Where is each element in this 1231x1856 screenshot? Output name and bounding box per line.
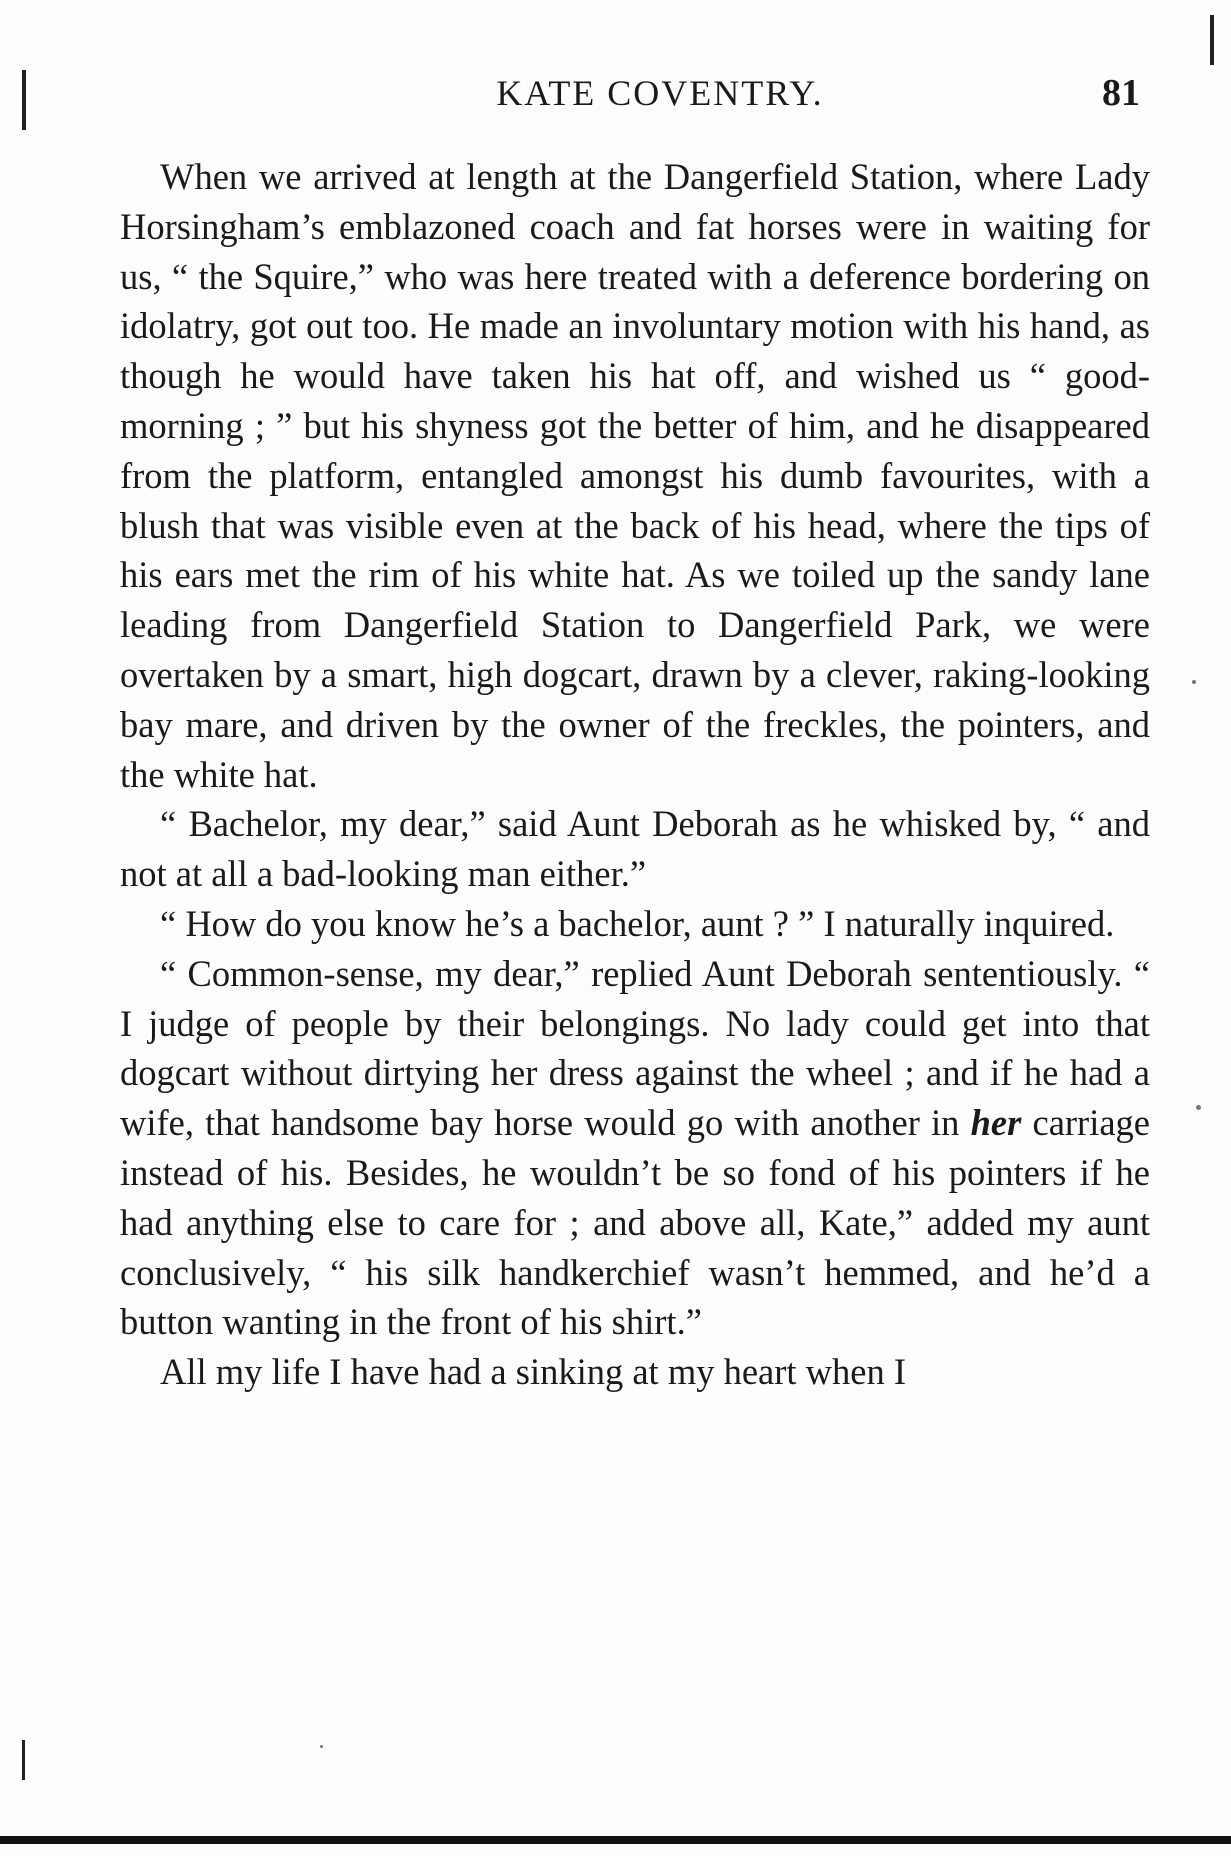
scan-speck xyxy=(1192,680,1196,684)
bottom-scan-border xyxy=(0,1836,1231,1844)
body-text xyxy=(120,152,1150,1397)
paragraph-text: All my life I have had a sinking at my heart when I xyxy=(160,1351,907,1393)
paragraph-text: “ Common-sense, my dear,” replied Aunt Deborah sententiously. “ I judge of people by their belongings. No lady could get into that dogcart without dirtying her dress against the wheel ; and if he had a wife, that handsome bay horse would go with another in xyxy=(120,952,1150,1144)
paragraph xyxy=(120,949,1150,1347)
paragraph xyxy=(120,799,1150,899)
scan-speck xyxy=(1196,1105,1201,1110)
paragraph-text: “ Bachelor, my dear,” said Aunt Deborah as he whisked by, “ and not at all a bad-looking man either.” xyxy=(120,803,1150,895)
paragraph xyxy=(120,1347,1150,1397)
paragraph-text: carriage instead of his. Besides, he wouldn’t be so fond of his pointers if he had anything else to care for ; and above all, Kate,” added my aunt conclusively, “ his silk handkerchief wasn’t hemmed, and he’d a button wanting in the front of his shirt.” xyxy=(120,1102,1150,1343)
paragraph-text: When we arrived at length at the Dangerfield Station, where Lady Horsingham’s emblazoned coach and fat horses were in waiting for us, “ the Squire,” who was here treated with a deference bordering on idolatry, got out too. He made an involuntary motion with his hand, as though he would have taken his hat off, and wished us “ good-morning ; ” but his shyness got the better of him, and he disappeared from the platform, entangled amongst his dumb favourites, with a blush that was visible even at the back of his head, where the tips of his ears met the rim of his white hat. As we toiled up the sandy lane leading from Dangerfield Station to Dangerfield Park, we were overtaken by a smart, high dogcart, drawn by a clever, raking-looking bay mare, and driven by the owner of the freckles, the pointers, and the white hat. xyxy=(120,156,1150,795)
paragraph xyxy=(120,152,1150,799)
paragraph-text: “ How do you know he’s a bachelor, aunt ? ” I naturally inquired. xyxy=(160,902,1115,944)
running-title: KATE COVENTRY. xyxy=(496,73,824,113)
right-edge-mark-top xyxy=(1210,15,1214,65)
left-edge-mark-top xyxy=(22,70,26,130)
paragraph xyxy=(120,899,1150,949)
running-head xyxy=(120,68,1150,118)
left-edge-mark-bottom xyxy=(22,1740,25,1780)
emphasized-word: her xyxy=(970,1102,1022,1144)
page-number: 81 xyxy=(1102,72,1140,114)
scan-speck xyxy=(320,1745,323,1748)
